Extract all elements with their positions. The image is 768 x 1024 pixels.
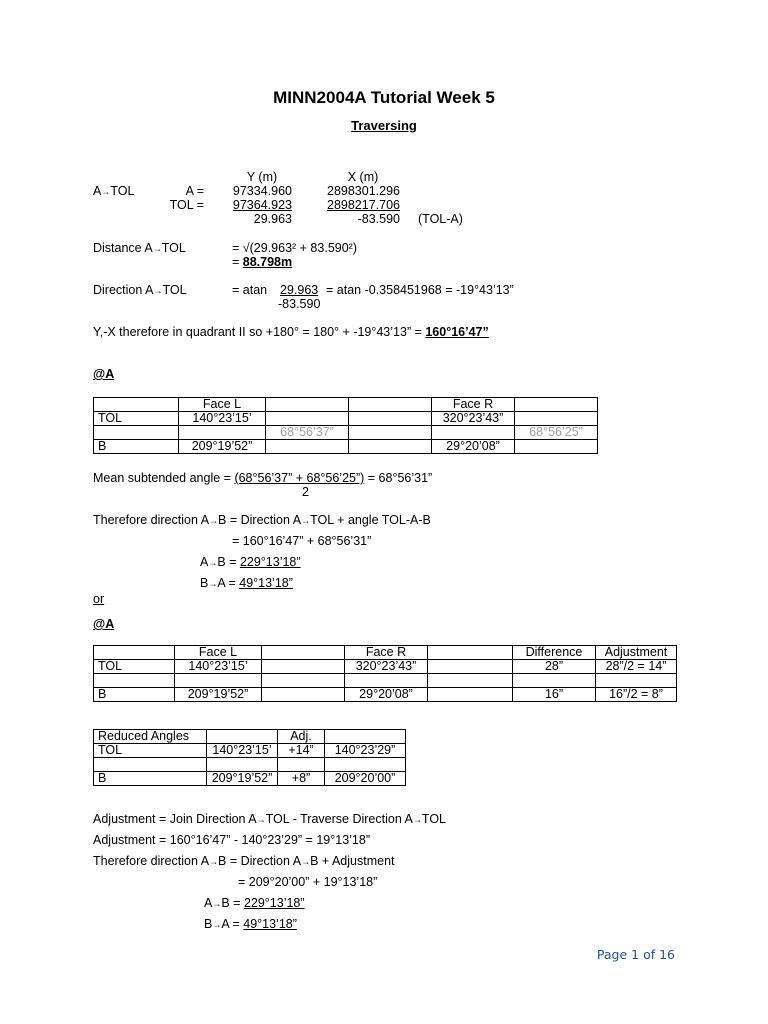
arrow-icon: → xyxy=(101,186,111,197)
direction-ab-line-2: Therefore direction A→B = Direction A→B + Adjustment xyxy=(93,854,395,868)
arrow-icon: → xyxy=(412,814,422,825)
coords-label: A→TOL xyxy=(93,184,135,198)
diff-x-value: -83.590 xyxy=(357,212,400,226)
arrow-icon: → xyxy=(209,856,219,867)
col-header-x: X (m) xyxy=(347,170,379,184)
direction-numerator: 29.963 xyxy=(280,283,319,297)
direction-atan: = atan xyxy=(232,283,268,297)
or-text: or xyxy=(93,592,105,606)
page-number: Page 1 of 16 xyxy=(596,947,675,962)
tol-y-value: 97364.923 xyxy=(232,198,292,212)
quadrant-line: Y,-X therefore in quadrant II so +180° = 180° + -19°43’13” = 160°16’47” xyxy=(93,325,489,339)
direction-ab-sum: = 160°16’47” + 68°56’31” xyxy=(232,534,372,548)
ab-result-2: A→B = 229°13’18” xyxy=(204,896,305,910)
arrow-icon: → xyxy=(152,243,162,254)
arrow-icon: → xyxy=(212,898,222,909)
col-header-y: Y (m) xyxy=(246,170,278,184)
a-x-value: 2898301.296 xyxy=(327,184,400,198)
mean-denominator: 2 xyxy=(302,485,309,499)
face-readings-table: Face L Face R TOL 140°23’15’ 320°23’43” 68°56’37” 68°56’25” B 209°19’52” 29°20’08” xyxy=(93,397,598,454)
direction-denominator: -83.590 xyxy=(278,297,321,311)
arrow-icon: → xyxy=(153,285,163,296)
arrow-icon: → xyxy=(208,557,218,568)
adjustment-definition: Adjustment = Join Direction A→TOL - Traverse Direction A→TOL xyxy=(93,812,446,826)
arrow-icon: → xyxy=(209,515,219,526)
arrow-icon: → xyxy=(301,515,311,526)
mean-angle-line: Mean subtended angle = (68°56’37” + 68°56’25”) = 68°56’31” xyxy=(93,471,433,485)
direction-ab-line: Therefore direction A→B = Direction A→TOL + angle TOL-A-B xyxy=(93,513,431,527)
section-heading-at-a-2: @A xyxy=(93,617,115,631)
distance-result: = 88.798m xyxy=(232,255,293,269)
arrow-icon: → xyxy=(256,814,266,825)
arrow-icon: → xyxy=(212,919,222,930)
arrow-icon: → xyxy=(301,856,311,867)
ba-result-2: B→A = 49°13’18” xyxy=(204,917,297,931)
a-label: A = xyxy=(185,184,204,198)
tol-label: TOL = xyxy=(169,198,204,212)
direction-ab-sum-2: = 209°20’00” + 19°13’18” xyxy=(238,875,378,889)
reduced-angles-table: Reduced Angles Adj. TOL 140°23’15’ +14” 140°23’29” B 209°19’52” +8” 209°20’00” xyxy=(93,729,406,786)
arrow-icon: → xyxy=(208,578,218,589)
a-y-value: 97334.960 xyxy=(232,184,292,198)
tol-x-value: 2898217.706 xyxy=(327,198,400,212)
ab-result: A→B = 229°13’18” xyxy=(200,555,301,569)
direction-label: Direction A→TOL xyxy=(93,283,187,297)
ba-result: B→A = 49°13’18” xyxy=(200,576,293,590)
distance-label: Distance A→TOL xyxy=(93,241,186,255)
page-title: MINN2004A Tutorial Week 5 xyxy=(273,88,495,107)
adjustment-table: Face L Face R Difference Adjustment TOL 140°23’15’ 320°23’43” 28” 28”/2 = 14” B 209°19’52” 29°20’08” 16” 16”/2 = 8” xyxy=(93,645,677,702)
diff-y-value: 29.963 xyxy=(253,212,292,226)
section-heading-at-a: @A xyxy=(93,367,115,381)
page-subtitle: Traversing xyxy=(351,118,417,133)
adjustment-calc: Adjustment = 160°16’47” - 140°23’29” = 19°13’18” xyxy=(93,833,370,847)
distance-formula: = √(29.963² + 83.590²) xyxy=(232,241,357,255)
direction-result: = atan -0.358451968 = -19°43’13” xyxy=(326,283,514,297)
diff-note: (TOL-A) xyxy=(418,212,463,226)
